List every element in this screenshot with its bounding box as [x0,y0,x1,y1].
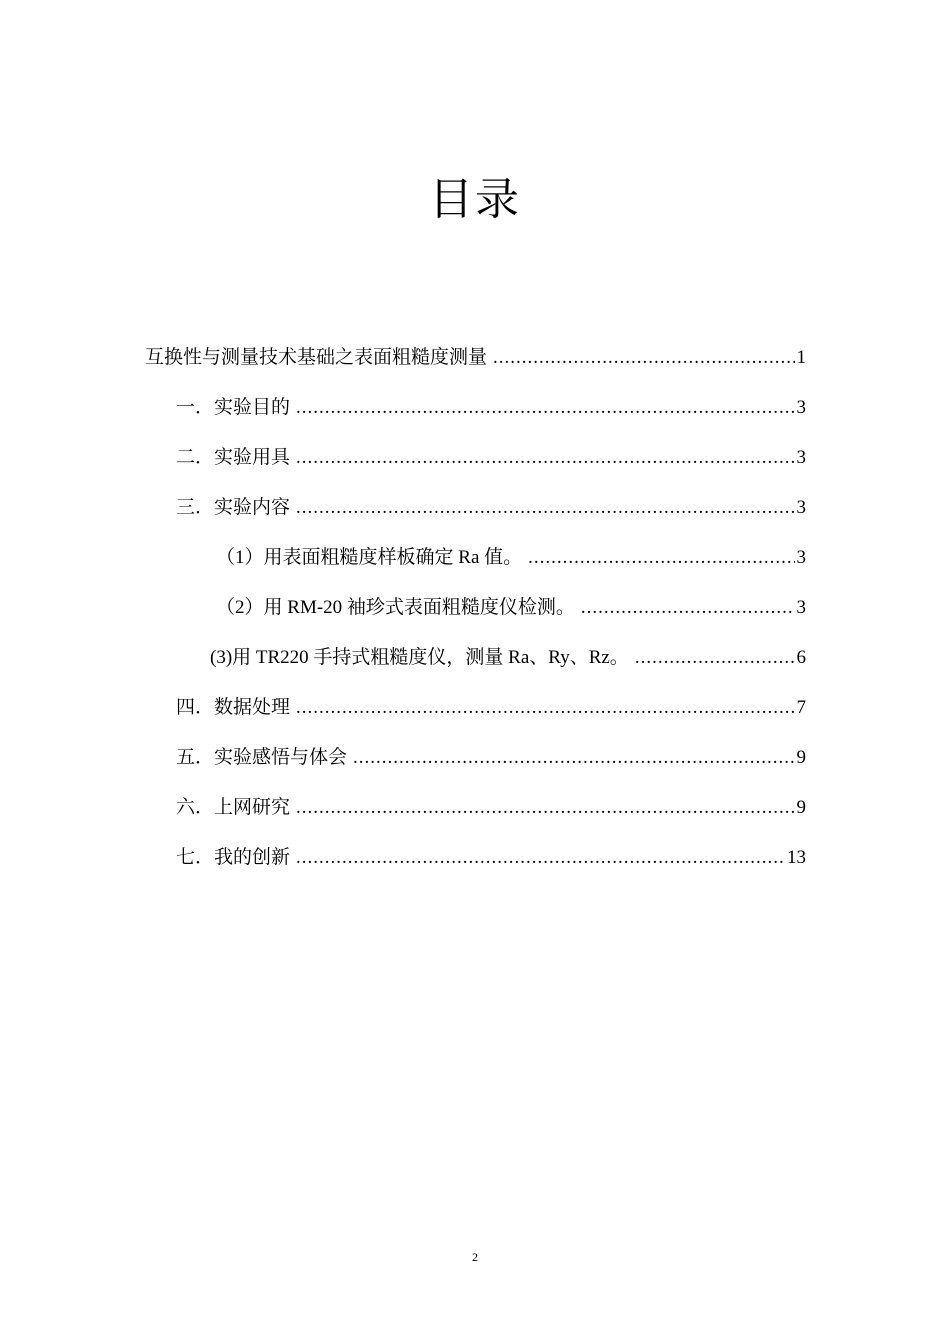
toc-entry-number: 四． [176,697,215,718]
toc-page-number: 3 [796,597,806,618]
toc-entry-label: 互换性与测量技术基础之表面粗糙度测量 [145,347,488,368]
toc-entry-label: 实验内容 [214,497,291,518]
toc-page-number: 3 [796,447,806,468]
toc-entry-label: 我的创新 [214,847,291,868]
toc-dot-leader [296,694,794,722]
toc-dot-leader [528,544,794,572]
toc-entry-number: 五． [176,747,215,768]
toc-entry-4[interactable] [176,688,806,722]
toc-page-number: 6 [796,647,806,668]
toc-dot-leader [296,794,794,822]
toc-page-number: 9 [796,797,806,818]
toc-entry-label: 上网研究 [214,797,291,818]
toc-page-number: 7 [796,697,806,718]
toc-page-number: 9 [796,747,806,768]
page-title: 目录 [429,175,521,224]
toc-entry-number: （1） [216,547,264,568]
toc-entry-number: （2） [216,597,264,618]
toc-entry-main[interactable] [145,338,806,372]
toc-entry-label: 实验目的 [214,397,291,418]
toc-entry-5[interactable] [176,738,806,772]
toc-dot-leader [353,744,794,772]
toc-entry-number: 七． [176,847,215,868]
toc-entry-label: 用 RM-20 袖珍式表面粗糙度仪检测。 [263,597,575,618]
toc-dot-leader [296,844,785,872]
toc-dot-leader [296,394,794,422]
toc-page-number: 3 [796,547,806,568]
toc-entry-label: 数据处理 [214,697,291,718]
toc-entry-3[interactable] [176,488,806,522]
toc-dot-leader [493,344,794,372]
toc-page-number: 3 [796,397,806,418]
page-number: 2 [472,1250,478,1264]
toc-entry-6[interactable] [176,788,806,822]
toc-page-number: 1 [796,347,806,368]
toc-entry-number: 一． [176,397,215,418]
toc-entry-label: (3)用 TR220 手持式粗糙度仪，测量 Ra、Ry、Rz。 [210,647,629,668]
toc-dot-leader [296,444,794,472]
toc-entry-number: 六． [176,797,215,818]
toc-entry-1[interactable] [176,388,806,422]
toc-entry-label: 实验用具 [214,447,291,468]
toc-dot-leader [296,494,794,522]
toc-entry-7[interactable] [176,838,806,872]
toc-page-number: 13 [787,847,806,868]
toc-entry-label: 用表面粗糙度样板确定 Ra 值。 [263,547,523,568]
toc-entry-number: 二． [176,447,215,468]
toc-entry-3-2[interactable] [216,588,806,622]
toc-entry-3-1[interactable] [216,538,806,572]
toc-entry-3-3[interactable] [210,638,806,672]
toc-entry-2[interactable] [176,438,806,472]
toc-page-number: 3 [796,497,806,518]
toc-dot-leader [635,644,795,672]
toc-entry-number: 三． [176,497,215,518]
toc-entry-label: 实验感悟与体会 [214,747,348,768]
toc-dot-leader [581,594,795,622]
